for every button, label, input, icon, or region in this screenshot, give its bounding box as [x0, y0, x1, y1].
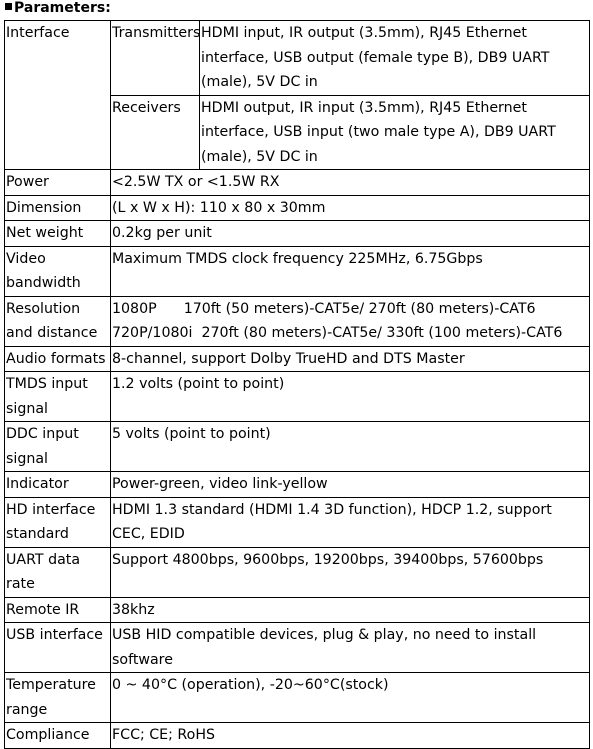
- sub-label: Transmitters: [111, 21, 200, 96]
- row-label: Video bandwidth: [5, 246, 111, 296]
- resolution-line-720p: 720P/1080i 270ft (80 meters)-CAT5e/ 330ft (100 meters)-CAT6: [112, 325, 563, 341]
- row-value: HDMI 1.3 standard (HDMI 1.4 3D function), HDCP 1.2, support CEC, EDID: [111, 497, 590, 547]
- row-label: UART data rate: [5, 547, 111, 597]
- row-label: TMDS input signal: [5, 372, 111, 422]
- table-row: [5, 472, 590, 498]
- row-value: 1.2 volts (point to point): [111, 372, 590, 422]
- table-row: [5, 597, 590, 623]
- row-value: 38khz: [111, 597, 590, 623]
- row-value: USB HID compatible devices, plug & play, no need to install software: [111, 623, 590, 673]
- row-value: Support 4800bps, 9600bps, 19200bps, 39400bps, 57600bps: [111, 547, 590, 597]
- parameters-heading: [5, 0, 111, 17]
- table-row: [5, 422, 590, 472]
- row-label: DDC input signal: [5, 422, 111, 472]
- resolution-line-1080p: 1080P 170ft (50 meters)-CAT5e/ 270ft (80 meters)-CAT6: [112, 300, 536, 317]
- row-value: [111, 296, 590, 346]
- row-value: HDMI input, IR output (3.5mm), RJ45 Ethernet interface, USB output (female type B), DB9 UART (male), 5V DC in: [200, 21, 590, 96]
- table-row: [5, 221, 590, 247]
- row-label: Net weight: [5, 221, 111, 247]
- row-label: Audio formats: [5, 346, 111, 372]
- row-value: 0 ~ 40°C (operation), -20~60°C(stock): [111, 673, 590, 723]
- row-value: <2.5W TX or <1.5W RX: [111, 170, 590, 196]
- row-value: (L x W x H): 110 x 80 x 30mm: [111, 195, 590, 221]
- table-row: [5, 195, 590, 221]
- table-row: [5, 673, 590, 723]
- table-row: [5, 497, 590, 547]
- row-label: Interface: [5, 21, 111, 170]
- table-row: [5, 170, 590, 196]
- row-label: Remote IR: [5, 597, 111, 623]
- row-label: USB interface: [5, 623, 111, 673]
- table-row: [5, 346, 590, 372]
- heading-text: Parameters:: [14, 0, 111, 16]
- table-row: [5, 623, 590, 673]
- table-row: [5, 372, 590, 422]
- table-row: [5, 547, 590, 597]
- parameters-table: [4, 20, 590, 749]
- row-label: Indicator: [5, 472, 111, 498]
- row-value: 5 volts (point to point): [111, 422, 590, 472]
- row-label: Dimension: [5, 195, 111, 221]
- row-label: HD interface standard: [5, 497, 111, 547]
- square-bullet-icon: [5, 3, 12, 10]
- table-row: [5, 296, 590, 346]
- row-value: 0.2kg per unit: [111, 221, 590, 247]
- row-label: Compliance: [5, 723, 111, 749]
- row-label: Resolution and distance: [5, 296, 111, 346]
- row-value: 8-channel, support Dolby TrueHD and DTS Master: [111, 346, 590, 372]
- row-value: HDMI output, IR input (3.5mm), RJ45 Ethernet interface, USB input (two male type A), DB9 UART (male), 5V DC in: [200, 95, 590, 170]
- table-row: [5, 21, 590, 96]
- row-label: Power: [5, 170, 111, 196]
- table-row: [5, 723, 590, 749]
- row-label: Temperature range: [5, 673, 111, 723]
- row-value: Power-green, video link-yellow: [111, 472, 590, 498]
- row-value: Maximum TMDS clock frequency 225MHz, 6.75Gbps: [111, 246, 590, 296]
- sub-label: Receivers: [111, 95, 200, 170]
- row-value: FCC; CE; RoHS: [111, 723, 590, 749]
- table-row: [5, 246, 590, 296]
